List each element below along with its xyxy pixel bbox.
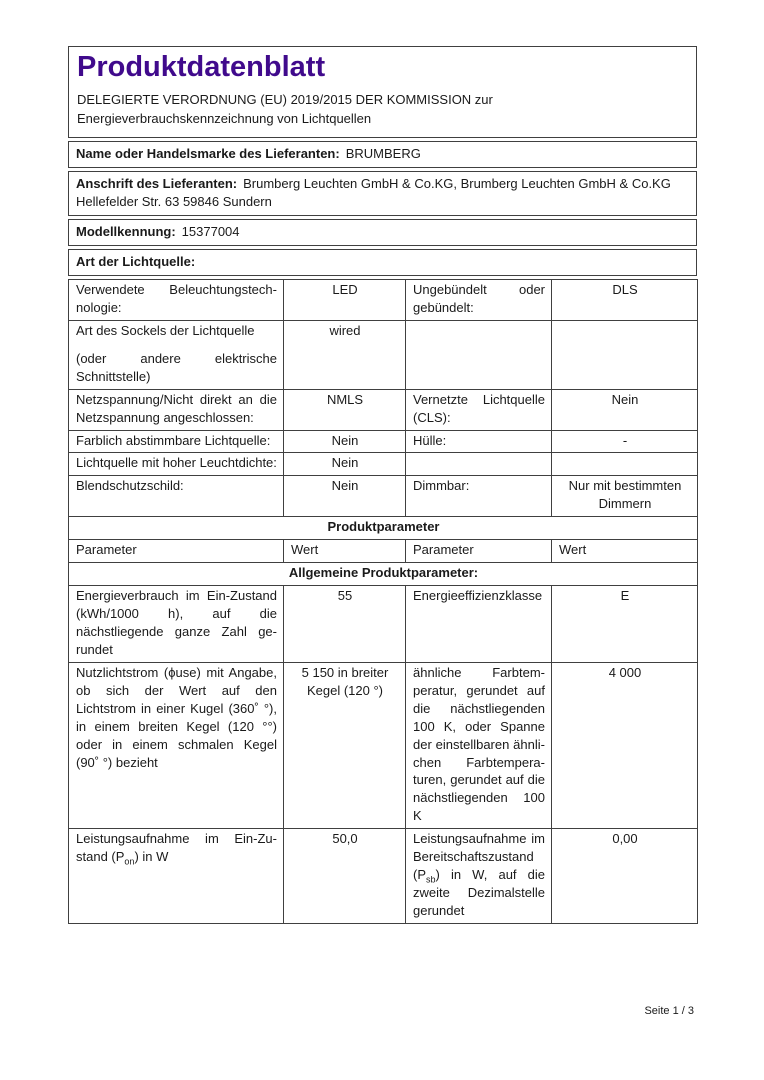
param-value-cell: Nein bbox=[284, 430, 406, 453]
table-row bbox=[69, 586, 698, 663]
supplier-name-row bbox=[68, 141, 697, 168]
param-label-cell bbox=[406, 453, 552, 476]
light-source-type-heading-row bbox=[68, 249, 697, 276]
column-header: Wert bbox=[284, 540, 406, 563]
page-number: Seite 1 / 3 bbox=[644, 1005, 694, 1017]
param-value-cell: 5 150 in breiter Kegel (120 °) bbox=[284, 662, 406, 828]
param-value-cell: Nein bbox=[284, 476, 406, 517]
page-title: Produktdatenblatt bbox=[77, 51, 326, 83]
document-header bbox=[68, 46, 697, 138]
param-value-cell: 0,00 bbox=[552, 829, 698, 924]
param-label-cell: Vernetzte Lichtquelle (CLS): bbox=[406, 389, 552, 430]
param-label-cell: Energieeffizienzklasse bbox=[406, 586, 552, 663]
param-label-cell: Blendschutzschild: bbox=[69, 476, 284, 517]
supplier-address-value: Brumberg Leuchten GmbH & Co.KG, Brumberg Leuchten GmbH & Co.KG Hellefelder Str. 63 59846 Sundern bbox=[76, 176, 671, 210]
param-label-subscript: on bbox=[124, 856, 135, 867]
section-header-row bbox=[69, 517, 698, 540]
supplier-address-row bbox=[68, 171, 697, 216]
table-row bbox=[69, 430, 698, 453]
subsection-header-row bbox=[69, 563, 698, 586]
table-row bbox=[69, 476, 698, 517]
param-label-cell: Energieverbrauch im Ein-Zustand (kWh/1000 h), auf die nächstliegende ganze Zahl gerundet bbox=[69, 586, 284, 663]
param-label-cell bbox=[69, 829, 284, 924]
param-label-paragraph: (oder andere elektrische Schnittstelle) bbox=[76, 350, 277, 384]
param-value-cell: Nein bbox=[552, 389, 698, 430]
param-label-text: Leistungsaufnahme im Bereitschaftszustand (P bbox=[413, 831, 545, 883]
document-page bbox=[68, 46, 697, 924]
param-label-cell: Dimmbar: bbox=[406, 476, 552, 517]
param-label-cell: Verwendete Beleuchtungstechnologie: bbox=[69, 279, 284, 320]
param-label-cell bbox=[406, 320, 552, 389]
param-value-cell: Nur mit bestimmten Dimmern bbox=[552, 476, 698, 517]
param-label-cell: Farblich abstimmbare Lichtquelle: bbox=[69, 430, 284, 453]
param-value-cell: - bbox=[552, 430, 698, 453]
param-value-cell: NMLS bbox=[284, 389, 406, 430]
param-label-cell bbox=[69, 320, 284, 389]
table-row bbox=[69, 662, 698, 828]
column-header: Parameter bbox=[69, 540, 284, 563]
supplier-name-label: Name oder Handelsmarke des Lieferanten: bbox=[76, 146, 340, 162]
param-label-text: Leistungsaufnahme im Ein-Zustand (P bbox=[76, 831, 277, 865]
param-value-cell: DLS bbox=[552, 279, 698, 320]
model-id-label: Modellkennung: bbox=[76, 224, 176, 240]
table-row bbox=[69, 279, 698, 320]
param-value-cell bbox=[552, 453, 698, 476]
param-label-cell: Lichtquelle mit hoher Leuchtdichte: bbox=[69, 453, 284, 476]
param-value-cell: 55 bbox=[284, 586, 406, 663]
param-label-subscript: sb bbox=[426, 874, 436, 885]
column-header: Parameter bbox=[406, 540, 552, 563]
param-label-cell bbox=[406, 829, 552, 924]
section-title: Produktparameter bbox=[69, 517, 698, 540]
model-id-row bbox=[68, 219, 697, 246]
param-value-cell: wired bbox=[284, 320, 406, 389]
param-label-cell: ähnliche Farbtemperatur, gerundet auf die nächstliegenden 100 K, oder Spanne der einstellbaren ähnlichen Farbtemperaturen, gerundet auf die nächstliegenden 100 K bbox=[406, 662, 552, 828]
regulation-subtitle: DELEGIERTE VERORDNUNG (EU) 2019/2015 DER KOMMISSION zur Energieverbrauchskennzeichnung von Lichtquellen bbox=[77, 92, 493, 126]
subsection-title: Allgemeine Produktparameter: bbox=[69, 563, 698, 586]
model-id-value: 15377004 bbox=[181, 224, 240, 240]
param-label-cell: Hülle: bbox=[406, 430, 552, 453]
param-label-text: ) in W, auf die zweite Dezimalstelle gerundet bbox=[413, 867, 545, 918]
param-value-cell: 4 000 bbox=[552, 662, 698, 828]
param-value-cell bbox=[552, 320, 698, 389]
table-row bbox=[69, 829, 698, 924]
parameters-table bbox=[68, 279, 698, 924]
supplier-address-label: Anschrift des Lieferanten: bbox=[76, 176, 238, 192]
param-value-cell: LED bbox=[284, 279, 406, 320]
param-label-cell: Ungebündelt oder gebündelt: bbox=[406, 279, 552, 320]
light-source-type-heading: Art der Lichtquelle: bbox=[76, 254, 196, 269]
supplier-name-value: BRUMBERG bbox=[345, 146, 421, 162]
param-value-cell: 50,0 bbox=[284, 829, 406, 924]
column-header: Wert bbox=[552, 540, 698, 563]
param-value-cell: Nein bbox=[284, 453, 406, 476]
param-label-paragraph: Art des Sockels der Lichtquelle bbox=[76, 322, 255, 338]
param-label-cell: Netzspannung/Nicht direkt an die Netzspannung angeschlossen: bbox=[69, 389, 284, 430]
table-row bbox=[69, 453, 698, 476]
param-value-cell: E bbox=[552, 586, 698, 663]
param-label-text: ) in W bbox=[134, 849, 169, 865]
table-row bbox=[69, 389, 698, 430]
param-label-cell: Nutzlichtstrom (ϕuse) mit Angabe, ob sich der Wert auf den Lichtstrom in einer Kugel (360˚ °), in einem breiten Kegel (120 °°) oder in einem schmalen Kegel (90˚ °) bezieht bbox=[69, 662, 284, 828]
table-row bbox=[69, 320, 698, 389]
column-header-row bbox=[69, 540, 698, 563]
